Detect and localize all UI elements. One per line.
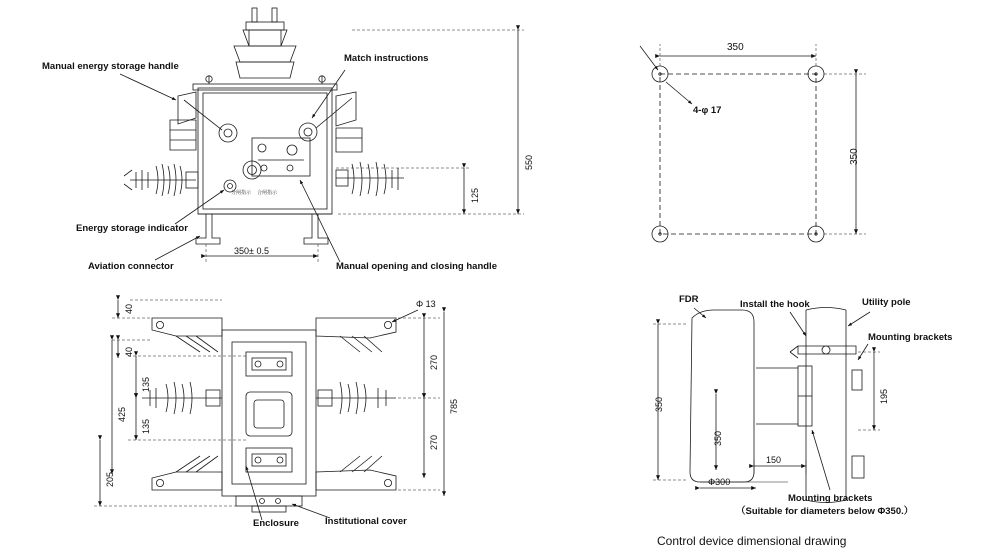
dim-top-135-b: 135 (141, 418, 151, 434)
dim-front-width-350: 350± 0.5 (234, 246, 269, 256)
label-match-instructions: Match instructions (344, 53, 429, 64)
dim-top-425: 425 (117, 406, 127, 422)
dim-top-hole-dia-13: Φ 13 (416, 299, 436, 309)
dim-plate-holes: 4-φ 17 (693, 105, 722, 116)
label-manual-energy-storage-handle: Manual energy storage handle (42, 61, 179, 72)
dim-plate-height-350: 350 (849, 148, 860, 165)
dim-top-785: 785 (449, 398, 459, 414)
dim-top-205: 205 (105, 471, 115, 487)
dim-top-40-a: 40 (124, 303, 134, 314)
figure-caption: Control device dimensional drawing (657, 534, 847, 548)
dim-top-270-a: 270 (429, 354, 439, 370)
dim-pole-150: 150 (766, 455, 782, 465)
label-institutional-cover: Institutional cover (325, 516, 407, 527)
dim-plate-width-350: 350 (727, 42, 744, 53)
label-enclosure: Enclosure (253, 518, 299, 529)
label-manual-opening-and-closing-handle: Manual opening and closing handle (336, 261, 497, 272)
label-aviation-connector: Aviation connector (88, 261, 174, 272)
dim-pole-195: 195 (879, 388, 889, 404)
dim-pole-350-inner: 350 (713, 430, 723, 446)
label-mounting-brackets-bottom: Mounting brackets (788, 493, 873, 504)
label-utility-pole: Utility pole (862, 297, 911, 308)
panel-mark-close: 合闸指示 (257, 190, 278, 196)
dim-pole-dia-300: Φ300 (708, 477, 731, 487)
label-mounting-brackets-note: （Suitable for diameters below Φ350.） (736, 506, 914, 517)
dim-top-135-a: 135 (141, 376, 151, 392)
label-energy-storage-indicator: Energy storage indicator (76, 223, 188, 234)
panel-mark-open: 分闸指示 (231, 190, 252, 196)
dim-front-height-550: 550 (524, 154, 534, 170)
dim-top-40-b: 40 (124, 346, 134, 357)
dim-top-270-b: 270 (429, 434, 439, 450)
dim-pole-350-left: 350 (654, 396, 664, 412)
label-mounting-brackets-right: Mounting brackets (868, 332, 953, 343)
label-fdr: FDR (679, 294, 699, 305)
label-install-the-hook: Install the hook (740, 299, 810, 310)
dim-front-height-125: 125 (470, 187, 480, 203)
